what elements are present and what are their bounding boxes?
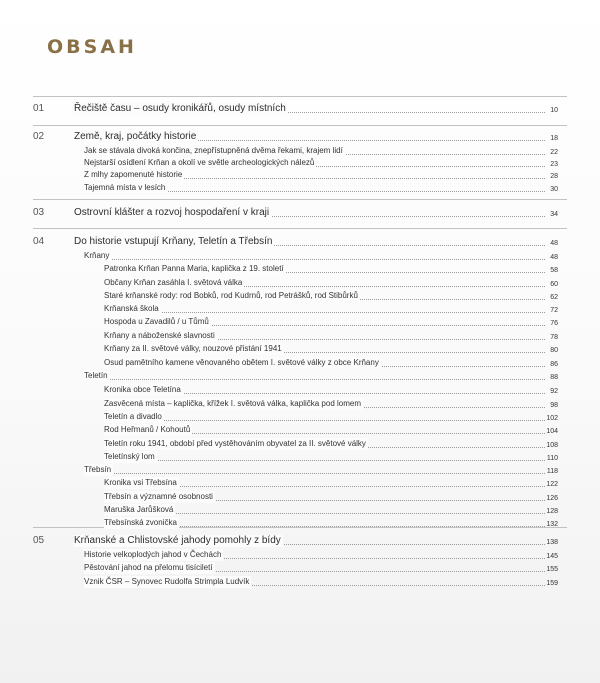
- toc-chapter: [0, 131, 600, 145]
- entry-title: Hospoda u Zavadilů / u Tůmů: [104, 317, 209, 326]
- toc-chapter: [0, 207, 600, 221]
- toc-entry: [0, 504, 600, 518]
- chapter-number: 03: [33, 207, 45, 218]
- entry-title: Třebsínská zvonička: [104, 518, 177, 527]
- toc-entry: [0, 424, 600, 438]
- chapter-number: 02: [33, 131, 45, 142]
- dot-leader: [104, 460, 545, 461]
- dot-leader: [84, 379, 545, 380]
- chapter-number: 01: [33, 103, 45, 114]
- entry-title: Teletín: [84, 371, 108, 380]
- toc-entry: [0, 576, 600, 590]
- page-number: 62: [550, 294, 558, 301]
- page-number: 30: [550, 186, 558, 193]
- page-number: 86: [550, 361, 558, 368]
- toc-entry: [0, 562, 600, 576]
- page-number: 155: [546, 566, 558, 573]
- page-number: 159: [546, 580, 558, 587]
- dot-leader: [104, 312, 545, 313]
- toc-entry: [0, 370, 600, 384]
- page-number: 34: [550, 211, 558, 218]
- toc-entry: [0, 464, 600, 478]
- toc-entry: [0, 357, 600, 371]
- toc-entry: [0, 169, 600, 183]
- toc-chapter: [0, 103, 600, 117]
- entry-title: Staré krňanské rody: rod Bobků, rod Kudrnů, rod Petrášků, rod Stibůrků: [104, 291, 358, 300]
- section-divider: [33, 199, 567, 200]
- toc-entry: [0, 438, 600, 452]
- page-number: 58: [550, 267, 558, 274]
- dot-leader: [84, 473, 545, 474]
- page-number: 10: [550, 107, 558, 114]
- toc-chapter: [0, 236, 600, 250]
- page-number: 132: [546, 521, 558, 528]
- entry-title: Teletín roku 1941, období před vystěhováním obyvatel za II. světové války: [104, 439, 366, 448]
- page-number: 145: [546, 553, 558, 560]
- toc-entry: [0, 411, 600, 425]
- chapter-number: 05: [33, 535, 45, 546]
- page-number: 80: [550, 347, 558, 354]
- toc-entry: [0, 384, 600, 398]
- toc-entry: [0, 343, 600, 357]
- page-number: 72: [550, 307, 558, 314]
- toc-entry: [0, 182, 600, 196]
- chapter-title: Řečiště času – osudy kronikářů, osudy místních: [74, 103, 286, 114]
- page-number: 104: [546, 428, 558, 435]
- page-number: 102: [546, 415, 558, 422]
- entry-title: Z mlhy zapomenuté historie: [84, 170, 183, 179]
- toc-entry: [0, 398, 600, 412]
- section-divider: [33, 96, 567, 97]
- entry-title: Krňany: [84, 251, 110, 260]
- entry-title: Teletínský lom: [104, 452, 155, 461]
- entry-title: Kronika vsi Třebsína: [104, 478, 177, 487]
- entry-title: Rod Heřmanů / Kohoutů: [104, 425, 191, 434]
- page-number: 138: [546, 539, 558, 546]
- dot-leader: [84, 259, 545, 260]
- toc-entry: [0, 263, 600, 277]
- toc-entry: [0, 316, 600, 330]
- page-number: 48: [550, 240, 558, 247]
- chapter-title: Země, kraj, počátky historie: [74, 131, 197, 142]
- toc-entry: [0, 330, 600, 344]
- page-number: 118: [546, 468, 558, 475]
- page-number: 48: [550, 254, 558, 261]
- entry-title: Maruška Jarůšková: [104, 505, 174, 514]
- page-number: 76: [550, 320, 558, 327]
- page-number: 92: [550, 388, 558, 395]
- page-number: 28: [550, 173, 558, 180]
- page-number: 23: [550, 161, 558, 168]
- entry-title: Tajemná místa v lesích: [84, 183, 166, 192]
- entry-title: Nejstarší osídlení Krňan a okolí ve světle archeologických nálezů: [84, 158, 315, 167]
- page-number: 88: [550, 374, 558, 381]
- chapter-title: Ostrovní klášter a rozvoj hospodaření v kraji: [74, 207, 270, 218]
- page-number: 126: [546, 495, 558, 502]
- entry-title: Třebsín: [84, 465, 112, 474]
- entry-title: Jak se stávala divoká končina, znepřístupněná dvěma řekami, krajem lidí: [84, 146, 343, 155]
- entry-title: Třebsín a významné osobnosti: [104, 492, 213, 501]
- entry-title: Historie velkoplodých jahod v Čechách: [84, 550, 222, 559]
- entry-title: Krňany a náboženské slavnosti: [104, 331, 215, 340]
- entry-title: Krňany za II. světové války, nouzové přistání 1941: [104, 344, 282, 353]
- toc-entry: [0, 477, 600, 491]
- toc-entry: [0, 290, 600, 304]
- toc-entry: [0, 549, 600, 563]
- toc-entry: [0, 250, 600, 264]
- page-number: 18: [550, 135, 558, 142]
- page-number: 22: [550, 149, 558, 156]
- dot-leader: [104, 420, 545, 421]
- entry-title: Osud pamětního kamene věnovaného obětem I. světové války z obce Krňany: [104, 358, 379, 367]
- page-number: 108: [546, 442, 558, 449]
- page-number: 60: [550, 281, 558, 288]
- page-title: OBSAH: [47, 36, 137, 58]
- page-number: 128: [546, 508, 558, 515]
- chapter-title: Do historie vstupují Krňany, Teletín a Třebsín: [74, 236, 273, 247]
- entry-title: Patronka Krňan Panna Maria, kaplička z 19. století: [104, 264, 284, 273]
- entry-title: Občany Krňan zasáhla I. světová válka: [104, 278, 243, 287]
- page-number: 78: [550, 334, 558, 341]
- chapter-number: 04: [33, 236, 45, 247]
- entry-title: Pěstování jahod na přelomu tisíciletí: [84, 563, 213, 572]
- entry-title: Krňanská škola: [104, 304, 159, 313]
- toc-chapter: [0, 535, 600, 549]
- page-number: 98: [550, 402, 558, 409]
- entry-title: Zasvěcená místa – kaplička, křížek I. světová válka, kaplička pod lomem: [104, 399, 361, 408]
- entry-title: Teletín a divadlo: [104, 412, 162, 421]
- toc-entry: [0, 517, 600, 531]
- section-divider: [33, 125, 567, 126]
- chapter-title: Krňanské a Chlistovské jahody pomohly z bídy: [74, 535, 281, 546]
- toc-entry: [0, 491, 600, 505]
- entry-title: Kronika obce Teletína: [104, 385, 181, 394]
- section-divider: [33, 228, 567, 229]
- page-number: 122: [546, 481, 558, 488]
- toc-entry: [0, 277, 600, 291]
- page-number: 110: [546, 455, 558, 462]
- toc-entry: [0, 303, 600, 317]
- toc-entry: [0, 451, 600, 465]
- entry-title: Vznik ČSR – Synovec Rudolfa Strimpla Ludvík: [84, 577, 250, 586]
